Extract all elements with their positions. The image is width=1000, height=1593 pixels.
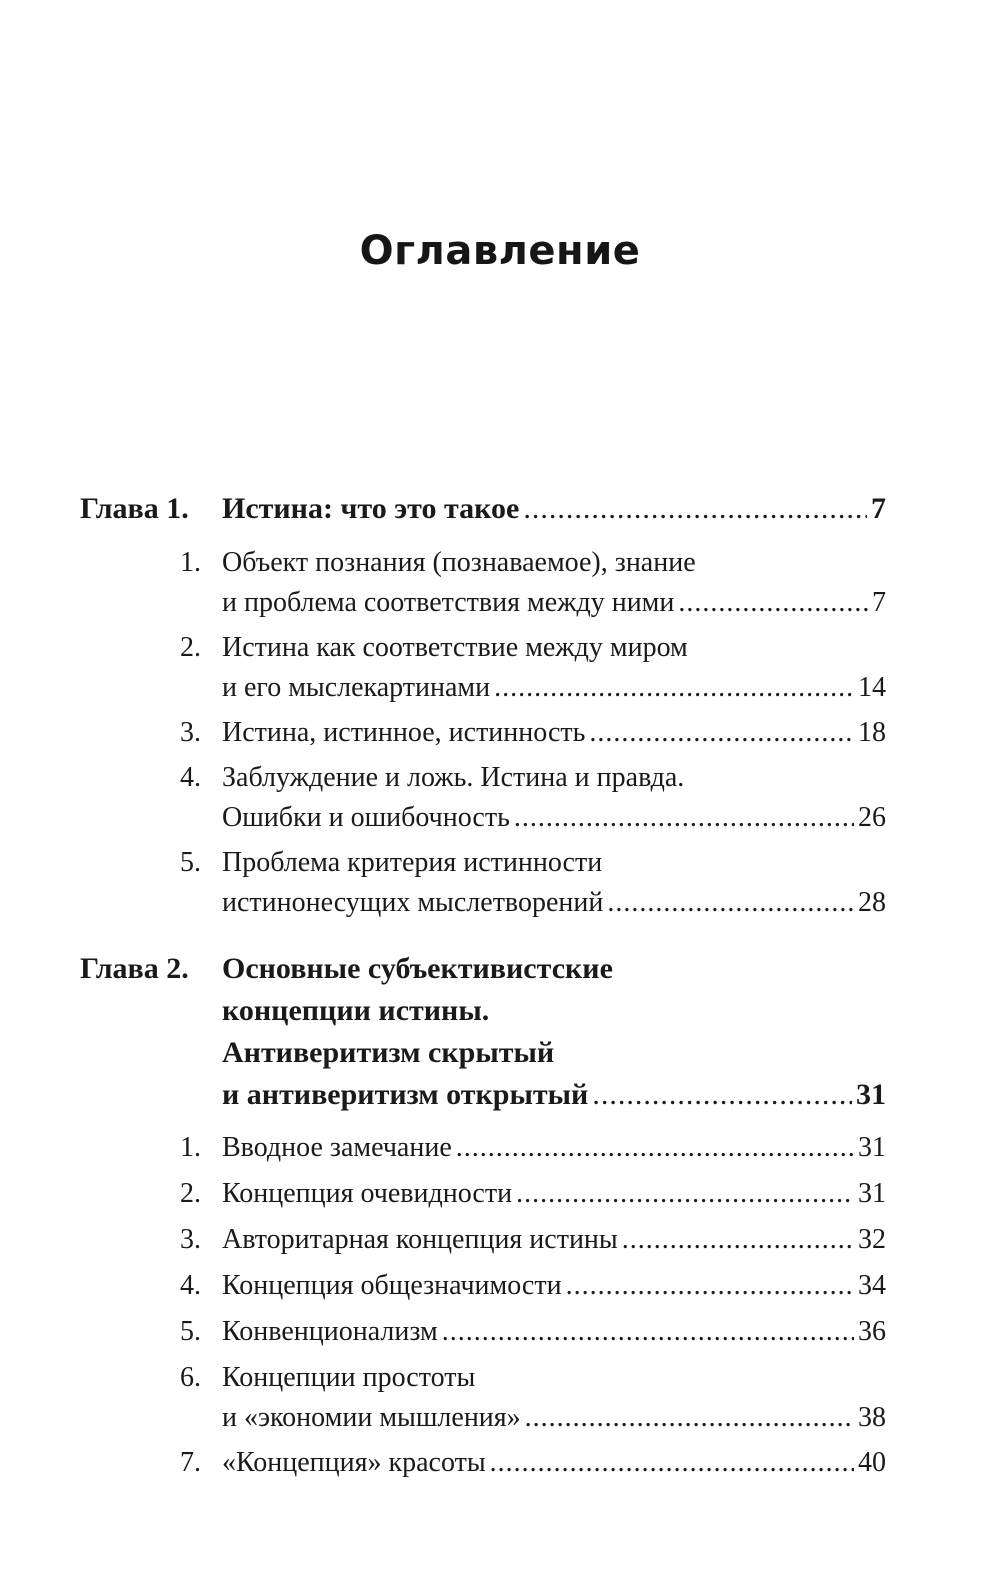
entry-title-line: и «экономии мышления» <box>222 1402 521 1433</box>
entry-page-number: 18 <box>858 717 886 748</box>
chapter-label: Глава 1. <box>80 492 189 525</box>
dot-leader <box>494 672 854 704</box>
entry-title-line: Концепция очевидности <box>222 1178 513 1209</box>
dot-leader <box>525 1402 854 1434</box>
dot-leader <box>589 717 854 749</box>
entry-page-number: 40 <box>858 1447 886 1478</box>
dot-leader <box>523 492 867 526</box>
chapter-title-line: Антиверитизм скрытый <box>222 1036 555 1069</box>
entry-title-line: истинонесущих мыслетворений <box>222 887 604 918</box>
dot-leader <box>442 1316 854 1348</box>
entry-number: 4. <box>180 1270 201 1301</box>
entry-title-line: Объект познания (познаваемое), знание <box>222 547 696 578</box>
entry-title-line: Вводное замечание <box>222 1132 452 1163</box>
chapter-title-line: Истина: что это такое <box>222 492 520 525</box>
entry-page-number: 36 <box>858 1316 886 1347</box>
chapter-title-row <box>222 1078 886 1112</box>
chapter-title-line: концепции истины. <box>222 994 490 1027</box>
entry-row <box>222 587 886 619</box>
entry-title-line: Проблема критерия истинности <box>222 847 603 878</box>
entry-number: 5. <box>180 847 201 878</box>
dot-leader <box>514 802 854 834</box>
entry-number: 1. <box>180 547 201 578</box>
page-title: Оглавление <box>359 228 641 274</box>
entry-title-line: и проблема соответствия между ними <box>222 587 675 618</box>
entry-number: 7. <box>180 1447 201 1478</box>
entry-title-line: Концепция общезначимости <box>222 1270 562 1301</box>
entry-title-line: и его мыслекартинами <box>222 672 491 703</box>
entry-number: 1. <box>180 1132 201 1163</box>
entry-row <box>222 1132 886 1164</box>
chapter-title-line: Основные субъективистские <box>222 952 613 985</box>
chapter-title-line: и антиверитизм открытый <box>222 1078 589 1111</box>
entry-number: 3. <box>180 717 201 748</box>
chapter-page-number: 7 <box>871 492 886 525</box>
entry-page-number: 34 <box>858 1270 886 1301</box>
entry-number: 6. <box>180 1362 201 1393</box>
dot-leader <box>622 1224 854 1256</box>
entry-page-number: 28 <box>858 887 886 918</box>
entry-page-number: 38 <box>858 1402 886 1433</box>
entry-number: 2. <box>180 1178 201 1209</box>
entry-page-number: 32 <box>858 1224 886 1255</box>
entry-page-number: 7 <box>872 587 886 618</box>
entry-row <box>222 887 886 919</box>
entry-number: 3. <box>180 1224 201 1255</box>
dot-leader <box>678 587 868 619</box>
entry-row <box>222 1224 886 1256</box>
entry-number: 5. <box>180 1316 201 1347</box>
entry-page-number: 31 <box>858 1178 886 1209</box>
dot-leader <box>566 1270 854 1302</box>
entry-row <box>222 1402 886 1434</box>
entry-title-line: «Концепция» красоты <box>222 1447 486 1478</box>
entry-row <box>222 1447 886 1479</box>
dot-leader <box>592 1078 852 1112</box>
entry-title-line: Авторитарная концепция истины <box>222 1224 618 1255</box>
entry-page-number: 31 <box>858 1132 886 1163</box>
entry-page-number: 14 <box>858 672 886 703</box>
entry-row <box>222 1270 886 1302</box>
entry-row <box>222 1178 886 1210</box>
chapter-page-number: 31 <box>856 1078 886 1111</box>
entry-title-line: Истина, истинное, истинность <box>222 717 586 748</box>
entry-title-line: Ошибки и ошибочность <box>222 802 510 833</box>
entry-row <box>222 802 886 834</box>
entry-title-line: Конвенционализм <box>222 1316 438 1347</box>
entry-title-line: Истина как соответствие между миром <box>222 632 688 663</box>
entry-number: 2. <box>180 632 201 663</box>
entry-number: 4. <box>180 762 201 793</box>
dot-leader <box>490 1447 854 1479</box>
dot-leader <box>456 1132 854 1164</box>
chapter-label: Глава 2. <box>80 952 189 985</box>
entry-title-line: Концепции простоты <box>222 1362 476 1393</box>
chapter-title-row <box>222 492 886 526</box>
dot-leader <box>607 887 854 919</box>
entry-title-line: Заблуждение и ложь. Истина и правда. <box>222 762 685 793</box>
entry-row <box>222 717 886 749</box>
entry-page-number: 26 <box>858 802 886 833</box>
dot-leader <box>516 1178 854 1210</box>
entry-row <box>222 672 886 704</box>
entry-row <box>222 1316 886 1348</box>
